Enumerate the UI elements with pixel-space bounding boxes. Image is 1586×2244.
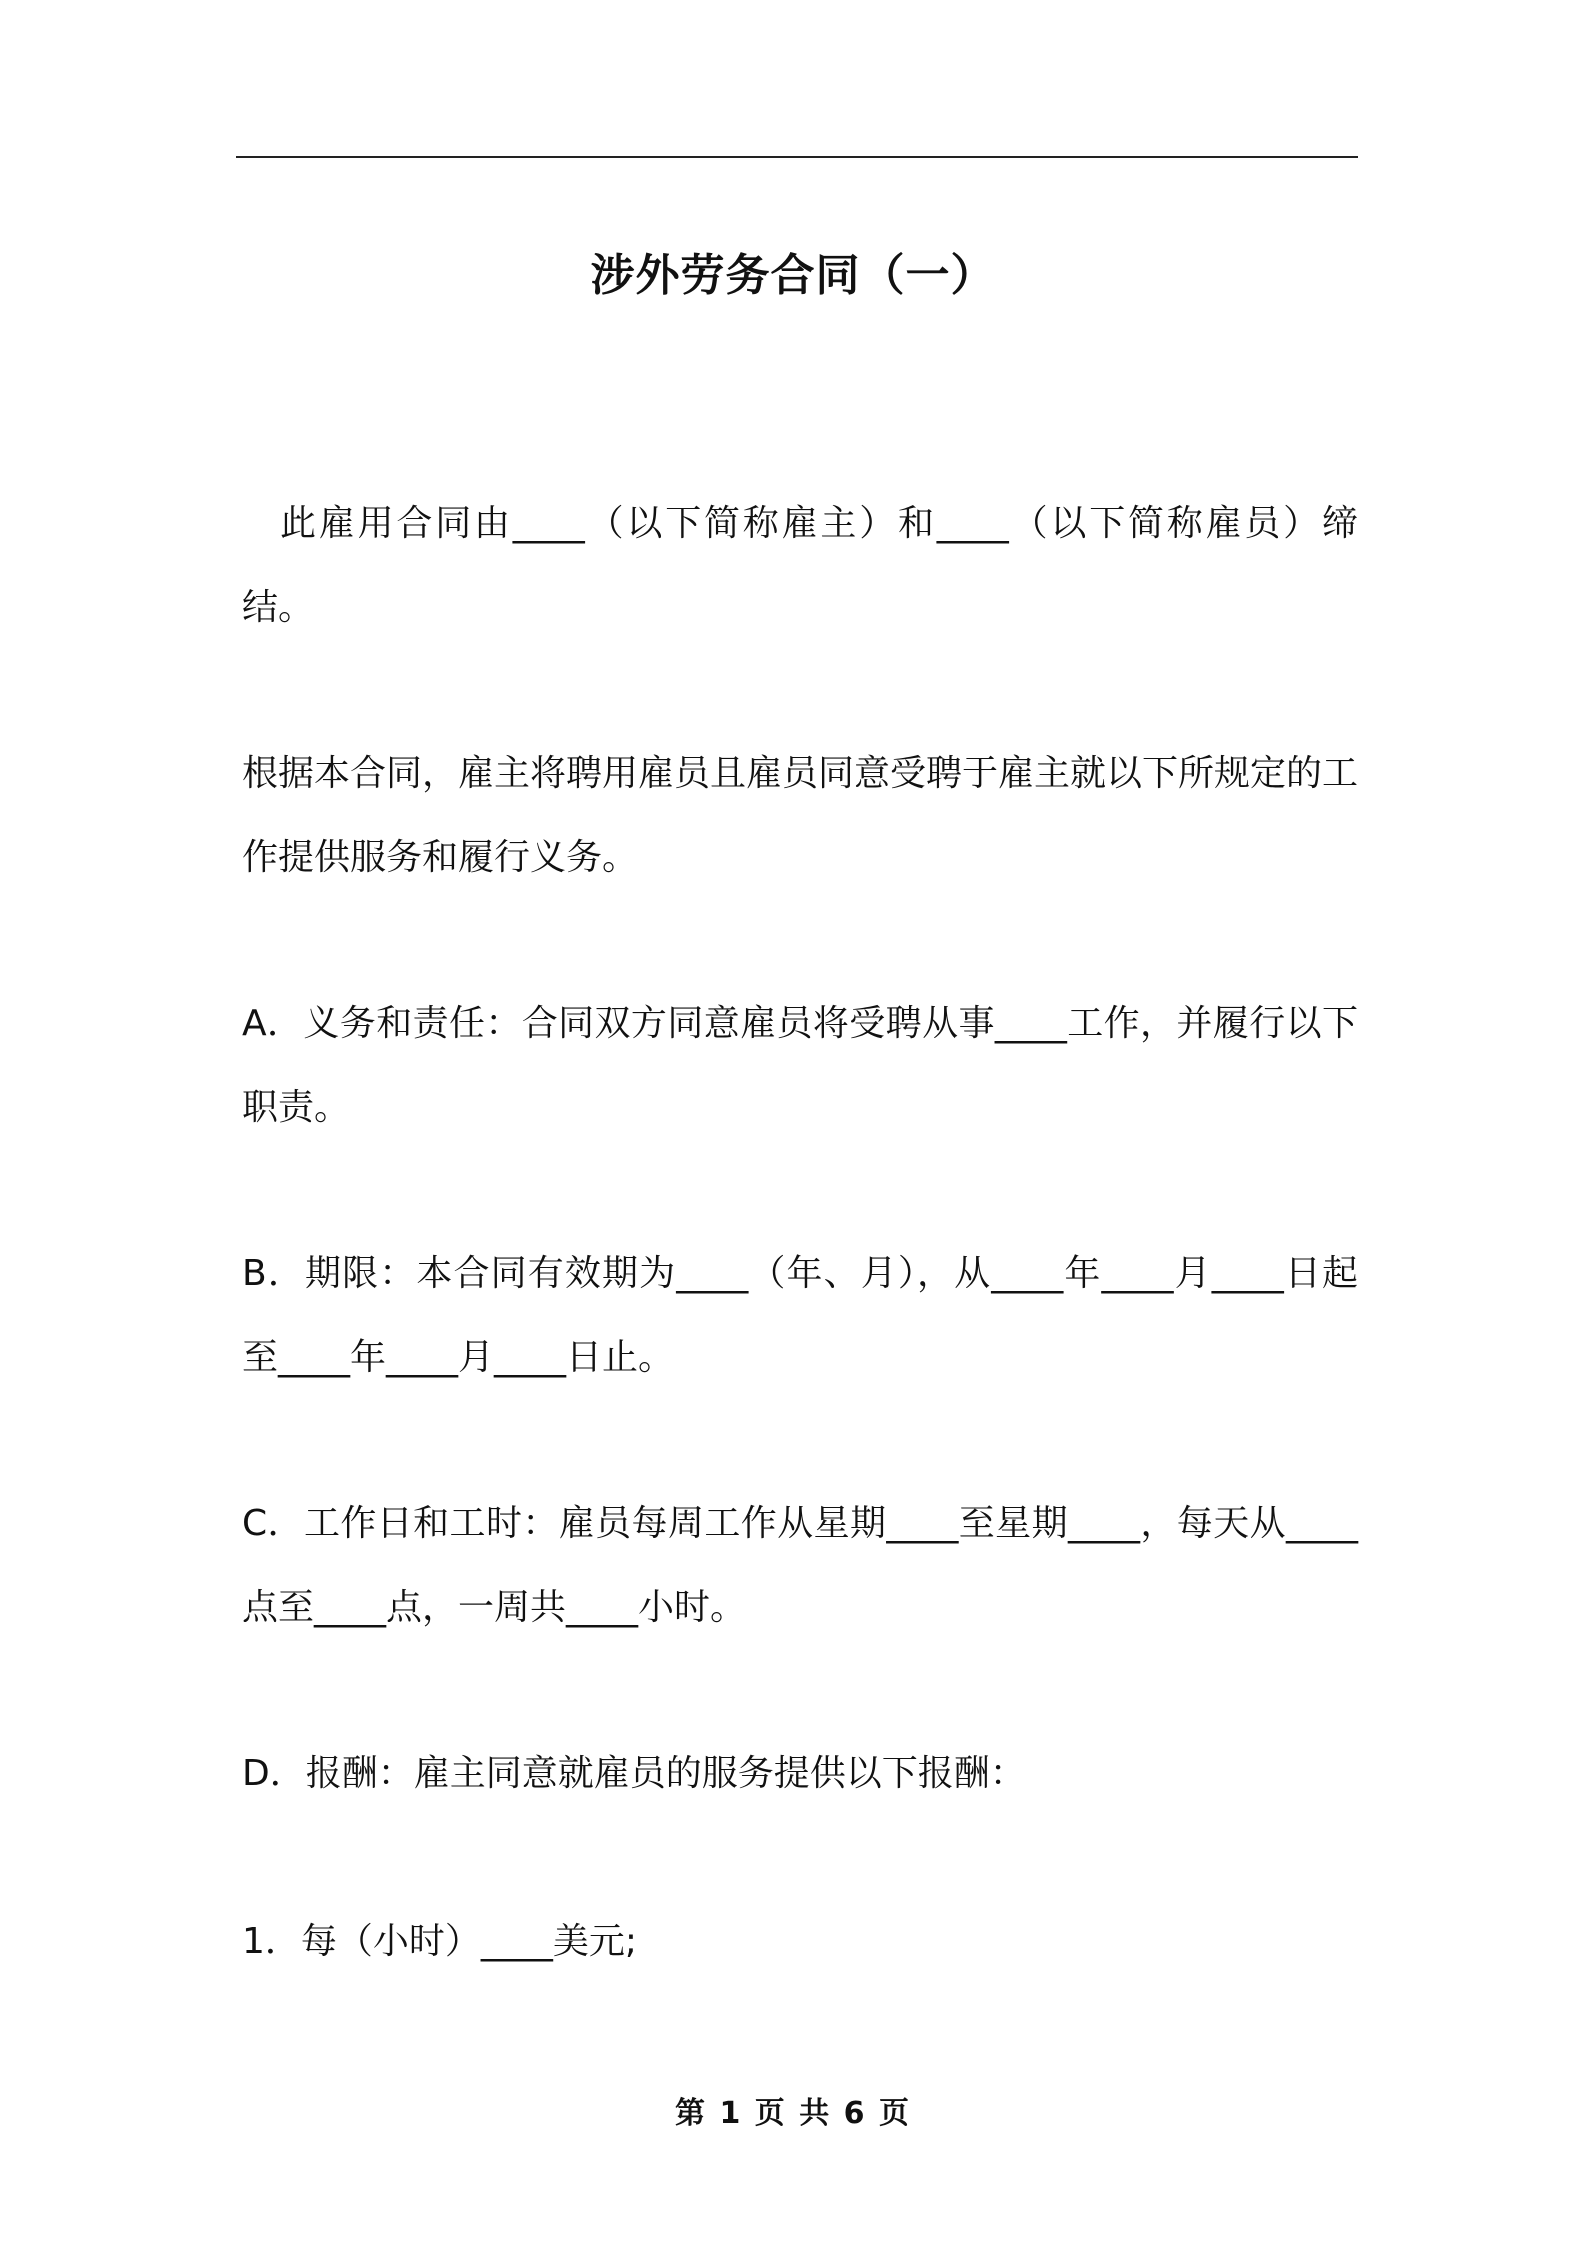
- clause-a-duties: A．义务和责任：合同双方同意雇员将受聘从事____工作，并履行以下职责。: [242, 1003, 1358, 1128]
- header-rule: [236, 156, 1358, 158]
- paragraph-employment: 根据本合同，雇主将聘用雇员且雇员同意受聘于雇主就以下所规定的工作提供服务和履行义务。: [242, 753, 1359, 878]
- clause-d-compensation: D．报酬：雇主同意就雇员的服务提供以下报酬：: [242, 1753, 1026, 1794]
- compensation-item-1: 1．每（小时）____美元;: [242, 1921, 638, 1962]
- document-title: 涉外劳务合同（一）: [590, 250, 996, 302]
- page-number: 第 1 页 共 6 页: [675, 2096, 911, 2131]
- clause-c-hours: C．工作日和工时：雇员每周工作从星期____至星期____，每天从____点至____点，一周共____小时。: [242, 1503, 1358, 1628]
- paragraph-parties: 此雇用合同由____（以下简称雇主）和____（以下简称雇员）缔结。: [242, 503, 1358, 628]
- clause-b-term: B．期限：本合同有效期为____（年、月），从____年____月____日起至____年____月____日止。: [242, 1253, 1358, 1378]
